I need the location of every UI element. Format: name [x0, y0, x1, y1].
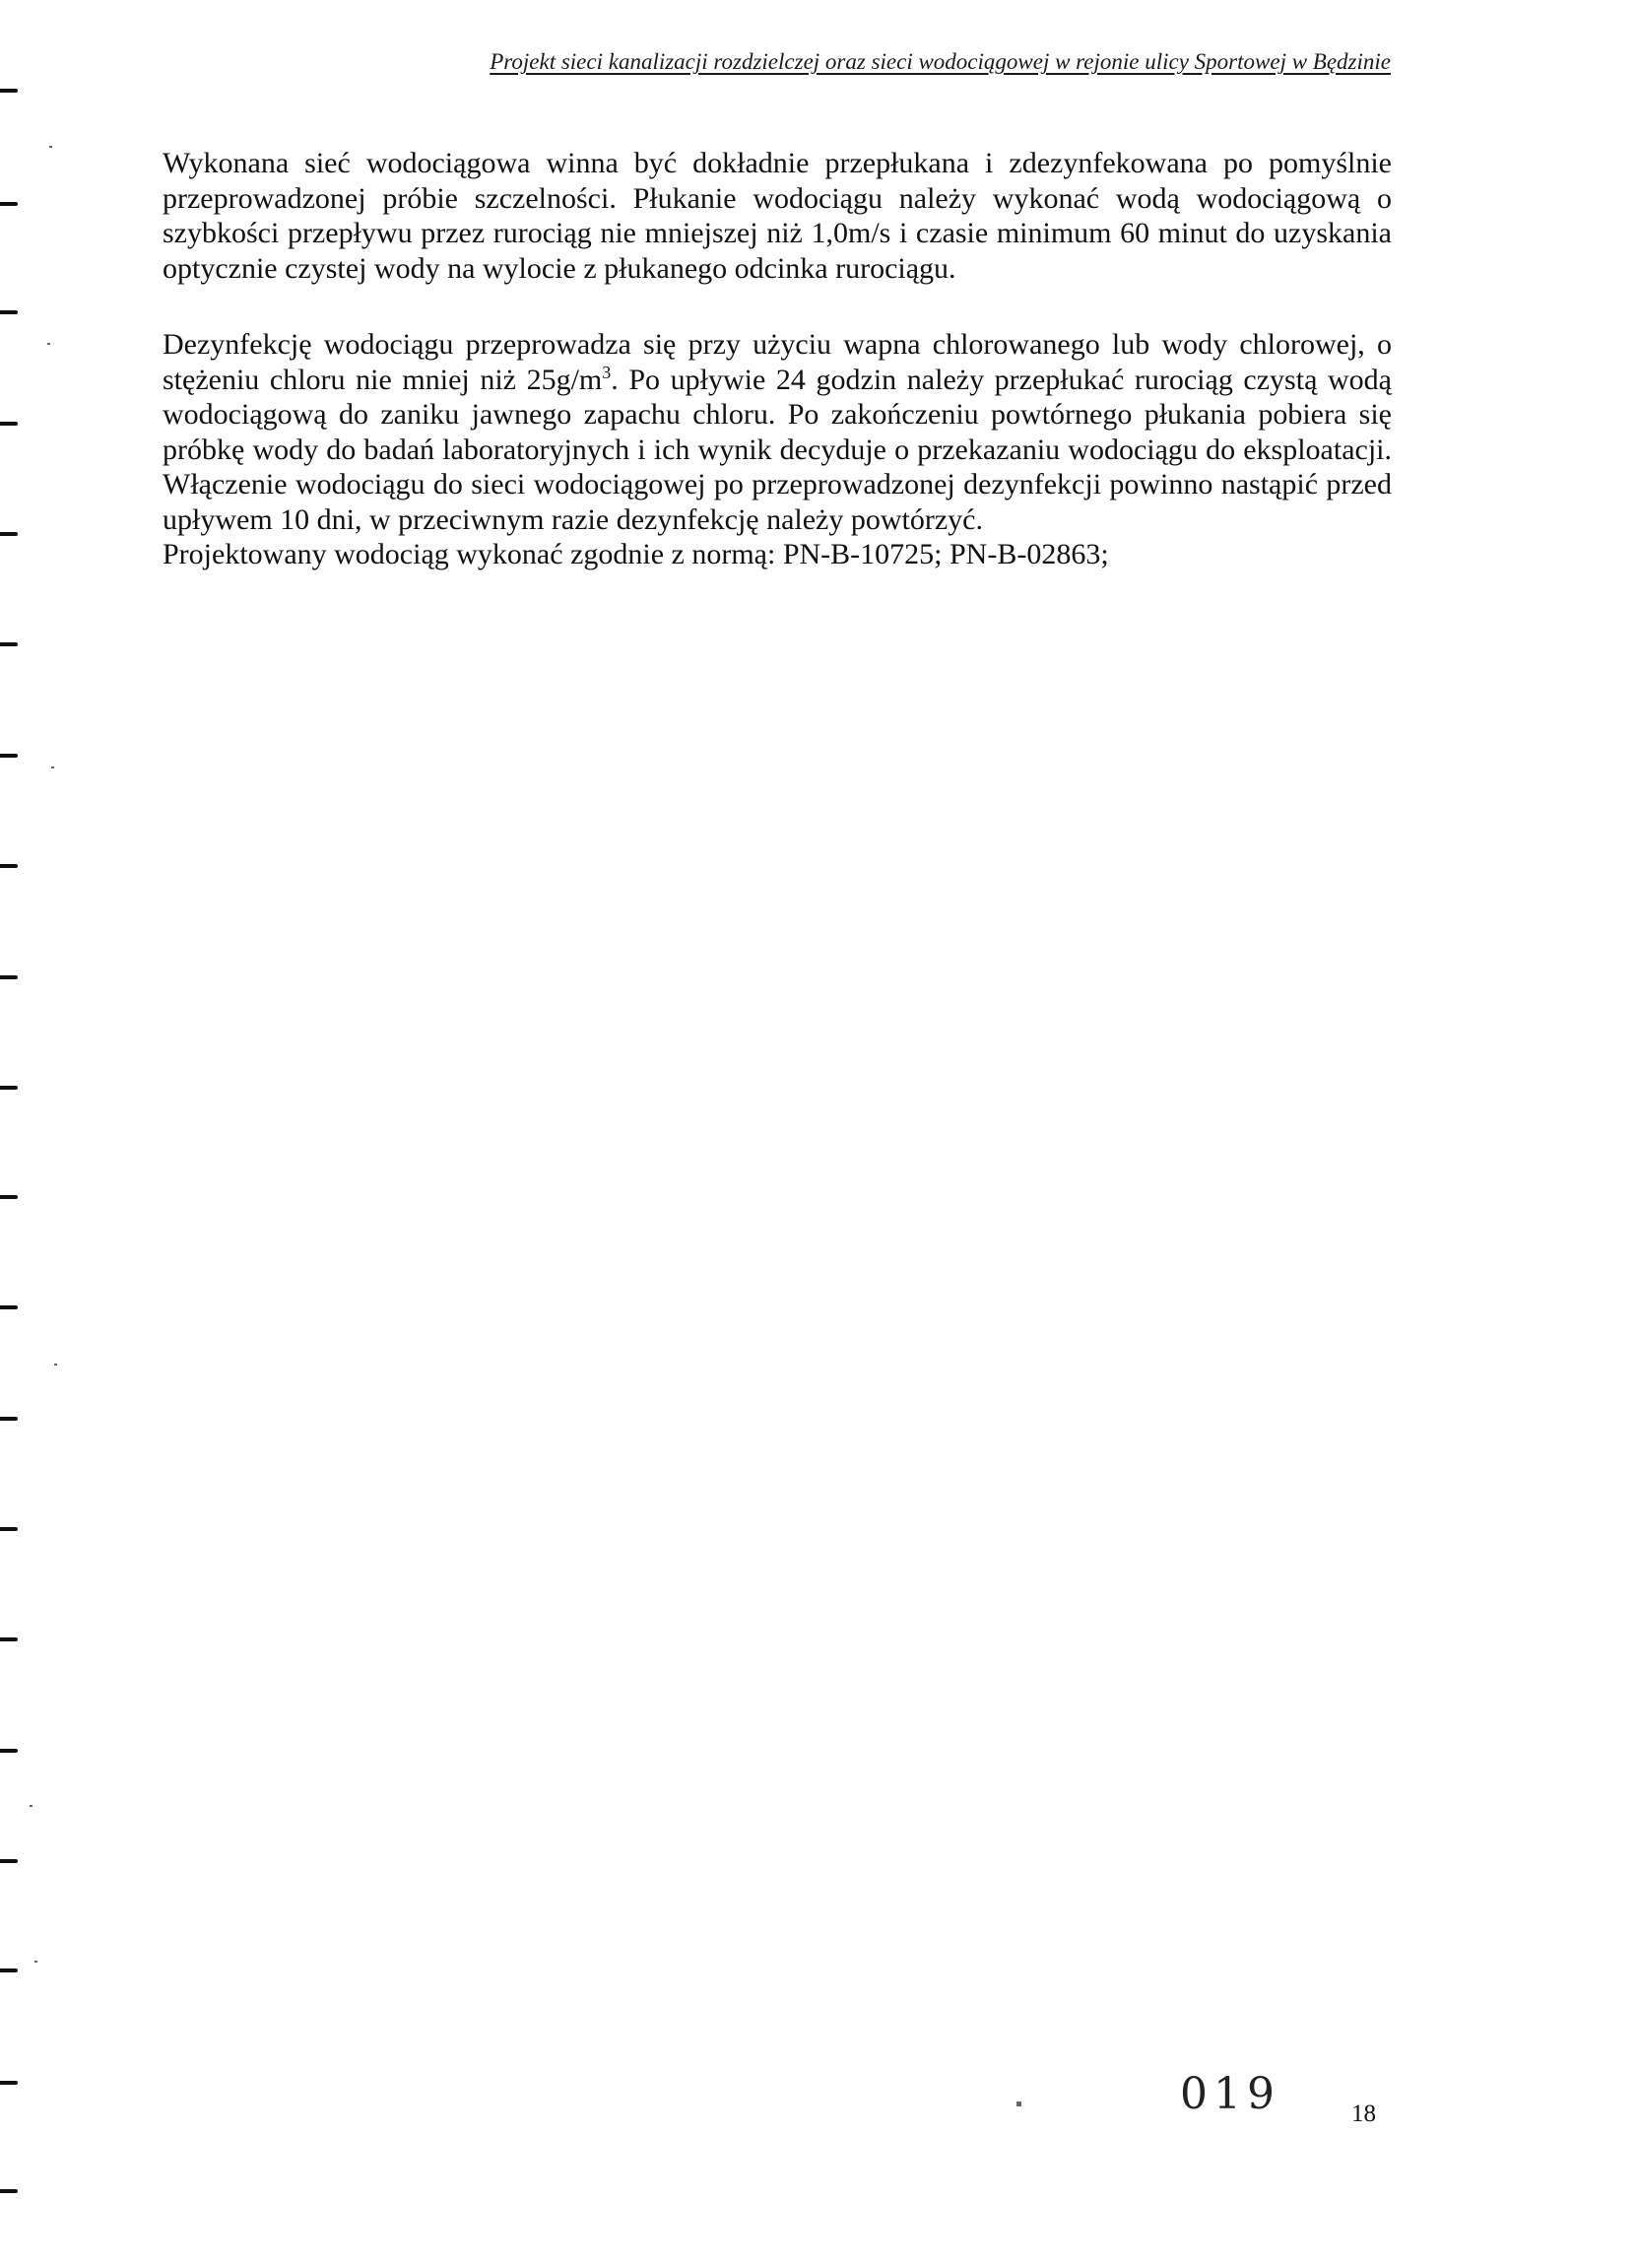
binding-mark — [0, 1195, 18, 1199]
scan-speck — [51, 767, 54, 768]
binding-mark — [0, 1305, 18, 1309]
paragraph-standards: Projektowany wodociąg wykonać zgodnie z normą: PN-B-10725; PN-B-02863; — [163, 538, 1109, 570]
scan-speck — [34, 1961, 37, 1963]
binding-mark — [0, 2081, 18, 2085]
disinfection-text-start: Dezynfekcję wodociągu przeprowadza się przy użyciu wapna chlorowanego lub wody chlorowej, o stężeniu chloru nie mniej niż 25g/m — [163, 328, 1392, 396]
unit-superscript: 3 — [602, 362, 612, 382]
scan-speck — [1016, 2101, 1021, 2106]
binding-mark — [0, 532, 18, 536]
binding-mark — [0, 975, 18, 979]
binding-mark — [0, 422, 18, 426]
binding-mark — [0, 754, 18, 758]
binding-mark — [0, 202, 18, 206]
binding-mark — [0, 864, 18, 868]
disinfection-text-end: . Po upływie 24 godzin należy przepłukać rurociąg czystą wodą wodociągową do zaniku jawnego zapachu chloru. Po zakończeniu powtórnego płukania pobiera się próbkę wody do badań laboratoryjnych i ich wynik decyduje o przekazaniu wodociągu do eksploatacji. Włączenie wodociągu do sieci wodociągowej po przeprowadzonej dezynfekcji powinno nastąpić przed upływem 10 dni, w przeciwnym razie dezynfekcję należy powtórzyć. — [163, 363, 1392, 536]
binding-mark — [0, 89, 18, 93]
binding-mark — [0, 1417, 18, 1421]
binding-mark — [0, 1527, 18, 1531]
scan-speck — [54, 1364, 57, 1366]
binding-mark — [0, 642, 18, 646]
document-body — [163, 146, 1392, 572]
scan-speck — [47, 343, 50, 345]
binding-mark — [0, 2189, 18, 2193]
binding-mark — [0, 1859, 18, 1863]
binding-mark — [0, 1968, 18, 1972]
scan-speck — [30, 1805, 33, 1807]
paragraph-disinfection — [163, 327, 1392, 537]
binding-mark — [0, 1749, 18, 1753]
binding-mark — [0, 1086, 18, 1090]
binding-mark — [0, 1637, 18, 1641]
scan-speck — [49, 146, 52, 148]
document-header: Projekt sieci kanalizacji rozdzielczej oraz sieci wodociągowej w rejonie ulicy Sportowej w Będzinie — [490, 49, 1391, 74]
page-number: 18 — [1351, 2101, 1376, 2127]
paragraph-flushing: Wykonana sieć wodociągowa winna być dokładnie przepłukana i zdezynfekowana po pomyślnie przeprowadzonej próbie szczelności. Płukanie wodociągu należy wykonać wodą wodociągową o szybkości przepływu przez rurociąg nie mniejszej niż 1,0m/s i czasie minimum 60 minut do uzyskania optycznie czystej wody na wylocie z płukanego odcinka rurociągu. — [163, 147, 1392, 285]
binding-mark — [0, 310, 18, 314]
archive-stamp-number: 019 — [1180, 2069, 1280, 2119]
